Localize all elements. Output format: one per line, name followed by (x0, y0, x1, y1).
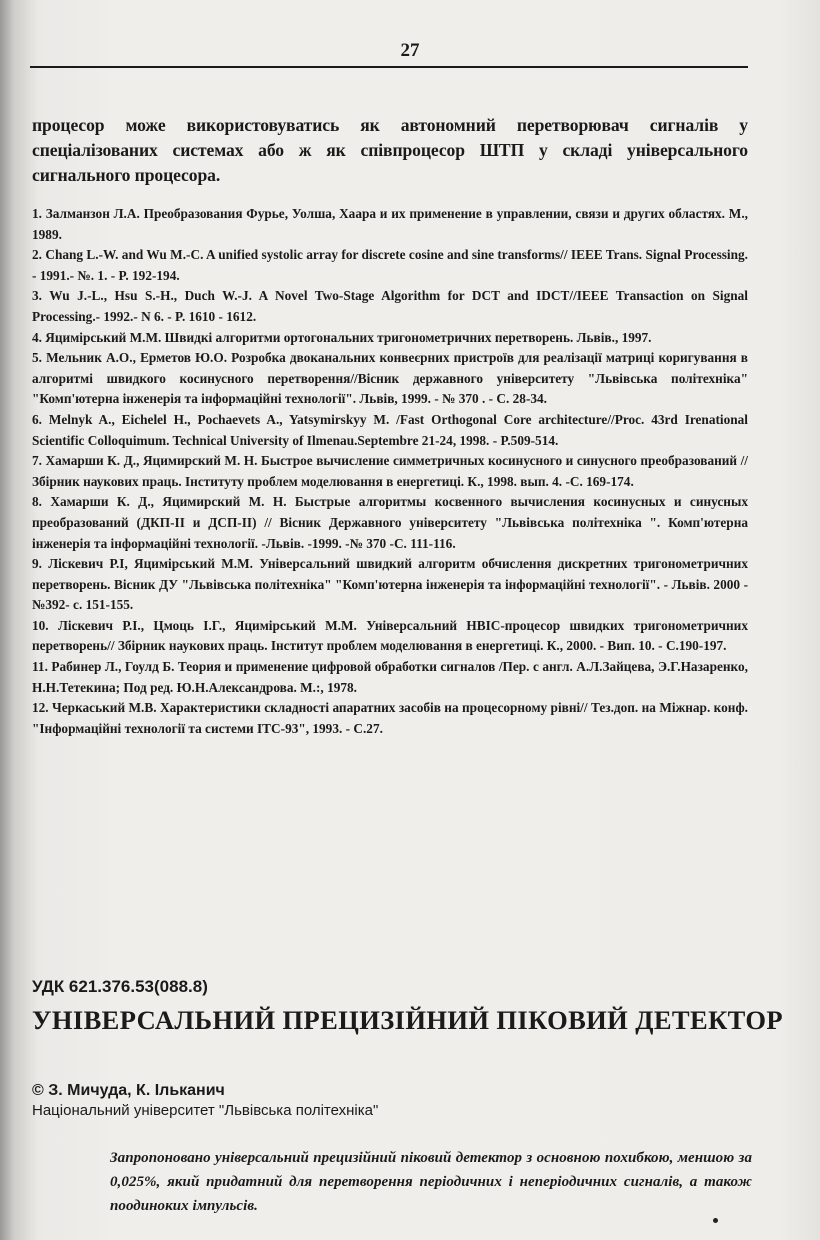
reference-item: 9. Ліскевич Р.І, Яцимірський М.М. Універсальний швидкий алгоритм обчислення дискретних тригонометричних перетворень. Вісник ДУ "Львівська політехніка" "Комп'ютерна інженерія та інформаційні технології". - Львів. 2000 -№392- с. 151-155. (32, 556, 748, 613)
authors: © З. Мичуда, К. Ільканич (32, 1082, 225, 1099)
reference-item: 12. Черкаський М.В. Характеристики складності апаратних засобів на процесорному рівні// Тез.доп. на Міжнар. конф. "Інформаційні технології та системи ІТС-93", 1993. - С.27. (32, 700, 748, 736)
reference-item: 1. Залманзон Л.А. Преобразования Фурье, Уолша, Хаара и их применение в управлении, связи и других областях. М., 1989. (32, 206, 748, 242)
article-title: УНІВЕРСАЛЬНИЙ ПРЕЦИЗІЙНИЙ ПІКОВИЙ ДЕТЕКТОР (32, 1005, 784, 1035)
intro-paragraph: процесор може використовуватись як автономний перетворювач сигналів у спеціалізованих системах або ж як співпроцесор ШТП у складі універсального сигнального процесора. (32, 115, 748, 185)
abstract: Запропоновано універсальний прецизійний піковий детектор з основною похибкою, меншою за 0,025%, який придатний для перетворення періодичних і неперіодичних сигналів, а також поодиноких імпульсів. (110, 1150, 752, 1214)
reference-item: 4. Яцимірський М.М. Швидкі алгоритми ортогональних тригонометричних перетворень. Львів., 1997. (32, 329, 652, 345)
reference-item: 8. Хамарши К. Д., Яцимирский М. Н. Быстрые алгоритмы косвенного вычисления косинусных и синусных преобразований (ДКП-ІІ и ДСП-ІІ) // Вісник Державного університету "Львівська політехніка ". Комп'ютерна інженерія та інформаційні технології. -Львів. -1999. -№ 370 -С. 111-116. (32, 494, 748, 551)
reference-item: 11. Рабинер Л., Гоулд Б. Теория и применение цифровой обработки сигналов /Пер. с англ. А.Л.Зайцева, Э.Г.Назаренко, Н.Н.Тетекина; Под ред. Ю.Н.Александрова. М.:, 1978. (32, 659, 748, 695)
reference-item: 5. Мельник А.О., Ерметов Ю.О. Розробка двоканальних конвеєрних пристроїв для реалізації матриці коригування в алгоритмі швидкого косинусного перетворення//Вісник державного університету "Львівська політехніка" "Комп'ютерна інженерія та інформаційні технології". Львів, 1999. - № 370 . - С. 28-34. (32, 350, 748, 407)
reference-list (32, 204, 748, 739)
page-number: 27 (400, 40, 420, 61)
header-rule (30, 66, 748, 68)
reference-item: 10. Ліскевич Р.І., Цмоць І.Г., Яцимірський М.М. Універсальний НВІС-процесор швидких тригонометричних перетворень// Збірник наукових праць. Інститут проблем моделювання в енергетиці. К., 2000. - Вип. 10. - С.190-197. (32, 617, 748, 654)
affiliation: Національний університет "Львівська політехніка" (32, 1102, 379, 1119)
udc-code: УДК 621.376.53(088.8) (32, 977, 208, 996)
reference-item: 6. Melnyk A., Eichelel H., Pochaevets A., Yatsymirskyy M. /Fast Orthogonal Core architecture//Proc. 43rd Irenational Scientific Colloquimum. Technical University of Ilmenau.Septembre 21-24, 1998. - P.509-514. (32, 411, 748, 448)
reference-item: 3. Wu J.-L., Hsu S.-H., Duch W.-J. A Novel Two-Stage Algorithm for DCT and IDCT//IEEE Transaction on Signal Processing.- 1992.- N 6. - P. 1610 - 1612. (32, 288, 748, 324)
reference-item: 7. Хамарши К. Д., Яцимирский М. Н. Быстрое вычисление симметричных косинусного и синусного преобразований // Збірник наукових праць. Інституту проблем моделювання в енергетиці. К., 1998. вып. 4. -С. 169-174. (32, 453, 748, 489)
reference-item: 2. Chang L.-W. and Wu M.-C. A unified systolic array for discrete cosine and sine transforms// IEEE Trans. Signal Processing. - 1991.- №. 1. - P. 192-194. (32, 247, 748, 283)
print-speck (713, 1218, 718, 1223)
